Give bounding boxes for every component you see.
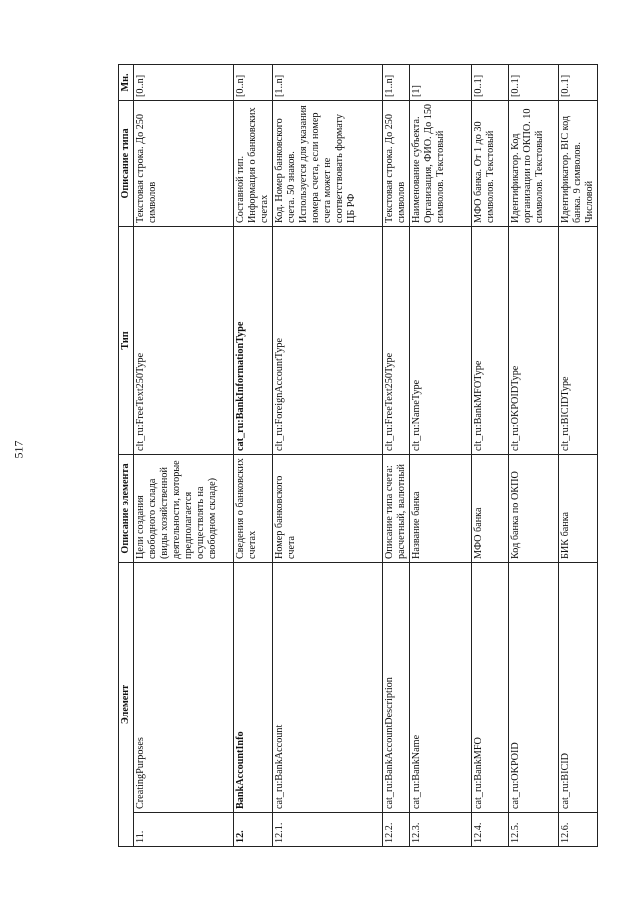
element-description: Описание типа счета: расчетный, валютный — [383, 454, 410, 562]
type-description: МФО банка. От 1 до 30 символов. Текстовый — [472, 100, 509, 226]
rotated-page — [118, 65, 595, 847]
row-number: 12.4. — [472, 813, 509, 847]
element-name: cat_ru:BankAccount — [273, 562, 383, 812]
table-row — [509, 64, 559, 846]
multiplicity: [0..n] — [134, 64, 234, 100]
element-description: МФО банка — [472, 454, 509, 562]
row-number: 12.5. — [509, 813, 559, 847]
header-description: Описание элемента — [119, 454, 134, 562]
type-description: Наименование субъекта. Организация, ФИО. До 150 символов. Текстовый — [410, 100, 472, 226]
element-description: БИК банка — [559, 454, 598, 562]
type-name: clt_ru:FreeText250Type — [383, 226, 410, 454]
type-name: cat_ru:BankInformationType — [234, 226, 273, 454]
table-row — [273, 64, 383, 846]
element-name: CreatingPurposes — [134, 562, 234, 812]
element-name: BankAccountInfo — [234, 562, 273, 812]
element-description: Название банка — [410, 454, 472, 562]
table-row — [472, 64, 509, 846]
type-name: clt_ru:FreeText250Type — [134, 226, 234, 454]
type-description: Составной тип. Информация о банковских счетах — [234, 100, 273, 226]
type-description: Код. Номер банковского счета. 50 знаков. Используется для указания номера счета, если номер счета может не соответствовать формату ЦБ РФ — [273, 100, 383, 226]
multiplicity: [0..1] — [509, 64, 559, 100]
element-name: cat_ru:OKPOID — [509, 562, 559, 812]
type-description: Идентификатор. BIC код банка. 9 символов. Числовой — [559, 100, 598, 226]
type-name: clt_ru:NameType — [410, 226, 472, 454]
element-name: cat_ru:BankMFO — [472, 562, 509, 812]
element-description: Код банка по ОКПО — [509, 454, 559, 562]
row-number: 11. — [134, 813, 234, 847]
type-name: clt_ru:OKPOIDType — [509, 226, 559, 454]
type-description: Идентификатор. Код организации по ОКПО. 10 символов. Текстовый — [509, 100, 559, 226]
row-number: 12.6. — [559, 813, 598, 847]
row-number: 12.1. — [273, 813, 383, 847]
row-number: 12.2. — [383, 813, 410, 847]
element-name: cat_ru:BankAccountDescription — [383, 562, 410, 812]
type-name: clt_ru:BankMFOType — [472, 226, 509, 454]
page-number: 517 — [11, 440, 26, 459]
table-row — [234, 64, 273, 846]
header-type: Тип — [119, 226, 134, 454]
spec-table — [118, 64, 598, 847]
table-row — [383, 64, 410, 846]
multiplicity: [1..n] — [383, 64, 410, 100]
multiplicity: [0..1] — [472, 64, 509, 100]
element-description: Номер банковского счета — [273, 454, 383, 562]
table-row — [134, 64, 234, 846]
type-name: clt_ru:ForeignAccountType — [273, 226, 383, 454]
header-element: Элемент — [119, 562, 134, 846]
table-row — [410, 64, 472, 846]
element-name: cat_ru:BICID — [559, 562, 598, 812]
element-description: Цели создания свободного склада (виды хозяйственной деятельности, которые предполагается осуществлять на свободном складе) — [134, 454, 234, 562]
type-name: clt_ru:BICIDType — [559, 226, 598, 454]
header-multiplicity: Мн. — [119, 64, 134, 100]
multiplicity: [0..1] — [559, 64, 598, 100]
element-description: Сведения о банковских счетах — [234, 454, 273, 562]
row-number: 12.3. — [410, 813, 472, 847]
element-name: cat_ru:BankName — [410, 562, 472, 812]
multiplicity: [1..n] — [273, 64, 383, 100]
row-number: 12. — [234, 813, 273, 847]
multiplicity: [1] — [410, 64, 472, 100]
type-description: Текстовая строка. До 250 символов — [134, 100, 234, 226]
header-type-description: Описание типа — [119, 100, 134, 226]
multiplicity: [0..n] — [234, 64, 273, 100]
table-row — [559, 64, 598, 846]
type-description: Текстовая строка. До 250 символов — [383, 100, 410, 226]
